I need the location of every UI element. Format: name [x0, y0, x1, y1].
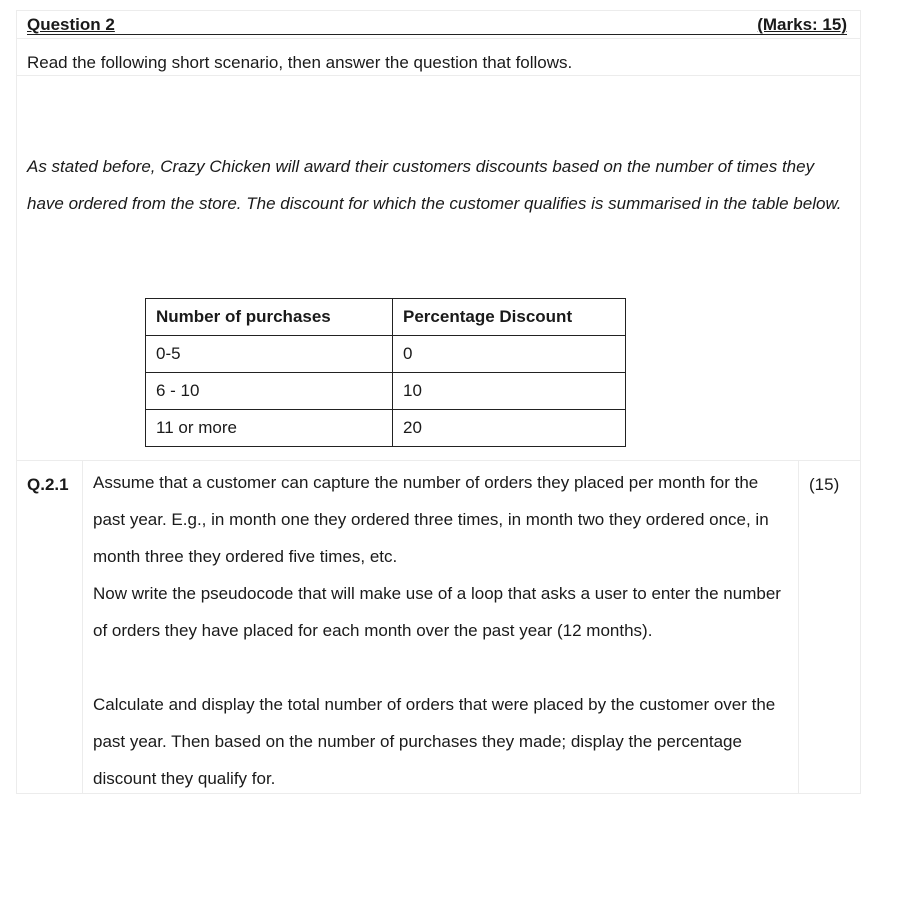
table-cell: 11 or more: [146, 410, 393, 447]
sub-question-row: [17, 461, 860, 793]
question-title: Question 2: [27, 15, 115, 34]
question-page: [16, 10, 861, 794]
table-row: [146, 336, 626, 373]
sub-question-body: [83, 461, 799, 793]
question-marks: (Marks: 15): [757, 15, 847, 34]
sub-question-paragraph-2: Now write the pseudocode that will make use of a loop that asks a user to enter the number of orders they have placed for each month over the past year (12 months).: [93, 584, 781, 640]
table-cell: 10: [393, 373, 626, 410]
table-header-row: [146, 299, 626, 336]
table-cell: 6 - 10: [146, 373, 393, 410]
intro-row: [17, 39, 860, 76]
header-rule: [27, 34, 847, 35]
table-cell: 0-5: [146, 336, 393, 373]
column-header-discount: Percentage Discount: [393, 299, 626, 336]
table-row: [146, 373, 626, 410]
scenario-text: As stated before, Crazy Chicken will award their customers discounts based on the number of times they have ordered from the store. The discount for which the customer qualifies is summarised in the table below.: [27, 157, 842, 213]
sub-question-paragraph-3: Calculate and display the total number of orders that were placed by the customer over the past year. Then based on the number of purchases they made; display the percentage discount they qualify for.: [93, 695, 776, 788]
discount-table: [145, 298, 626, 447]
paragraph-gap: [93, 649, 790, 686]
intro-text: Read the following short scenario, then answer the question that follows.: [27, 53, 573, 72]
table-row: [146, 410, 626, 447]
scenario-row: [17, 76, 860, 461]
question-header: [17, 11, 860, 39]
question-frame: [16, 10, 861, 794]
table-cell: 20: [393, 410, 626, 447]
sub-question-number: Q.2.1: [17, 461, 83, 793]
table-cell: 0: [393, 336, 626, 373]
sub-question-paragraph-1: Assume that a customer can capture the number of orders they placed per month for the past year. E.g., in month one they ordered three times, in month two they ordered once, in month three they ordered five times, etc.: [93, 473, 769, 566]
column-header-purchases: Number of purchases: [146, 299, 393, 336]
sub-question-marks: (15): [809, 475, 840, 494]
